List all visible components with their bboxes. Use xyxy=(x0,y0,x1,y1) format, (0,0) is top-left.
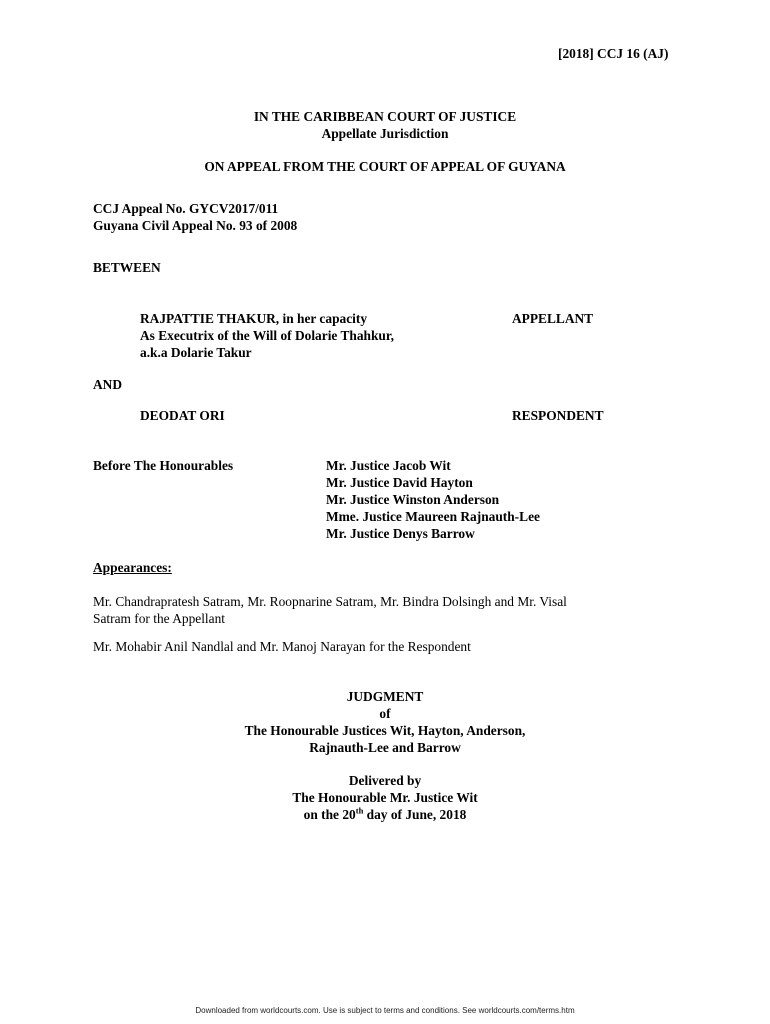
appellant-counsel-line: Mr. Chandrapratesh Satram, Mr. Roopnarine Satram, Mr. Bindra Dolsingh and Mr. Visal xyxy=(93,594,567,609)
respondent-role: RESPONDENT xyxy=(512,408,604,423)
deliverer-name: The Honourable Mr. Justice Wit xyxy=(292,790,478,805)
appellant-name-line: As Executrix of the Will of Dolarie Thahkur, xyxy=(140,328,394,343)
and-label: AND xyxy=(93,377,123,392)
appeal-from: ON APPEAL FROM THE COURT OF APPEAL OF GUYANA xyxy=(204,159,566,174)
judgment-justices-line: The Honourable Justices Wit, Hayton, Anderson, xyxy=(244,723,526,738)
court-name: IN THE CARIBBEAN COURT OF JUSTICE xyxy=(253,109,517,124)
delivery-date xyxy=(0,806,770,823)
judgment-justices-line: Rajnauth-Lee and Barrow xyxy=(309,740,461,755)
respondent-name: DEODAT ORI xyxy=(140,408,225,423)
judge-name: Mr. Justice David Hayton xyxy=(326,475,473,490)
delivered-by: Delivered by xyxy=(348,773,422,788)
appellant-role: APPELLANT xyxy=(512,311,594,326)
delivery-date-suffix: day of June, 2018 xyxy=(363,807,467,822)
appellant-name-line: a.k.a Dolarie Takur xyxy=(140,345,252,360)
delivery-date-prefix: on the 20 xyxy=(303,807,356,822)
appellant-counsel-line: Satram for the Appellant xyxy=(93,611,226,626)
respondent-counsel: Mr. Mohabir Anil Nandlal and Mr. Manoj Narayan for the Respondent xyxy=(93,639,471,654)
bench-label: Before The Honourables xyxy=(93,458,234,473)
appellant-name-line: RAJPATTIE THAKUR, in her capacity xyxy=(140,311,368,326)
judgment-of: of xyxy=(379,706,391,721)
judge-name: Mr. Justice Denys Barrow xyxy=(326,526,475,541)
judgment-title: JUDGMENT xyxy=(346,689,424,704)
case-citation: [2018] CCJ 16 (AJ) xyxy=(558,46,669,61)
ccj-appeal-number: CCJ Appeal No. GYCV2017/011 xyxy=(93,201,279,216)
delivery-date-suffix-sup: th xyxy=(355,805,364,816)
court-jurisdiction: Appellate Jurisdiction xyxy=(321,126,449,141)
download-footer: Downloaded from worldcourts.com. Use is subject to terms and conditions. See worldcourts.com/terms.htm xyxy=(195,1006,575,1015)
between-label: BETWEEN xyxy=(93,260,161,275)
judge-name: Mr. Justice Jacob Wit xyxy=(326,458,451,473)
judge-name: Mr. Justice Winston Anderson xyxy=(326,492,500,507)
judge-name: Mme. Justice Maureen Rajnauth-Lee xyxy=(326,509,540,524)
guyana-appeal-number: Guyana Civil Appeal No. 93 of 2008 xyxy=(93,218,298,233)
appearances-heading: Appearances: xyxy=(93,560,172,575)
